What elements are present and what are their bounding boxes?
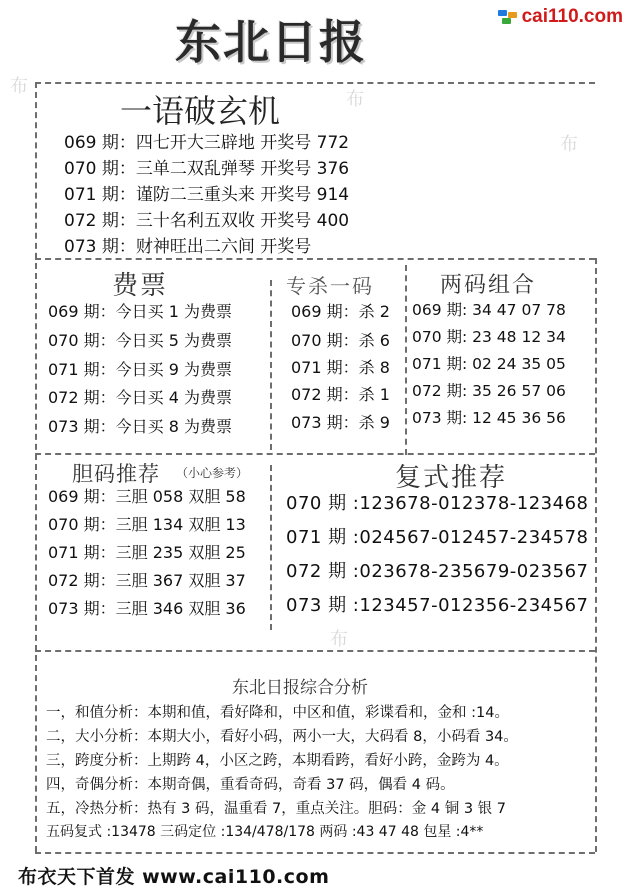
divider	[35, 82, 37, 852]
kill-one-row: 070 期：杀 6	[291, 331, 390, 350]
compound-row: 072 期 :023678-235679-023567	[286, 561, 589, 582]
divider	[35, 453, 595, 455]
compound-row: 073 期 :123457-012356-234567	[286, 595, 589, 616]
analysis-row: 三，跨度分析：上期跨 4，小区之跨，本期看跨，看好小跨，金跨为 4。	[46, 753, 509, 769]
free-ticket-row: 071 期：今日买 9 为费票	[48, 360, 232, 379]
analysis-title: 东北日报综合分析	[232, 678, 368, 698]
kill-one-row: 071 期：杀 8	[291, 358, 390, 377]
compound-row: 071 期 :024567-012457-234578	[286, 527, 589, 548]
free-ticket-row: 073 期：今日买 8 为费票	[48, 417, 232, 436]
divider	[35, 650, 595, 652]
logo-icon	[498, 10, 518, 24]
two-code-row: 069 期: 34 47 07 78	[412, 301, 566, 319]
site-logo[interactable]	[498, 6, 623, 28]
dan-code-row: 070 期：三胆 134 双胆 13	[48, 515, 246, 534]
dan-code-row: 073 期：三胆 346 双胆 36	[48, 599, 246, 618]
analysis-row: 二，大小分析：本期大小，看好小码，两小一大，大码看 8，小码看 34。	[46, 729, 518, 745]
analysis-row: 五码复式 :13478 三码定位 :134/478/178 两码 :43 47 48 包星 :4**	[46, 824, 484, 840]
kill-one-row: 073 期：杀 9	[291, 413, 390, 432]
dan-code-row: 069 期：三胆 058 双胆 58	[48, 487, 246, 506]
divider	[35, 82, 595, 84]
divider	[270, 465, 272, 630]
watermark-text: 布	[346, 89, 364, 110]
riddle-row: 072 期：三十名利五双收 开奖号 400	[64, 211, 350, 231]
kill-one-row: 069 期：杀 2	[291, 302, 390, 321]
divider	[595, 258, 597, 852]
two-code-row: 072 期: 35 26 57 06	[412, 382, 566, 400]
kill-one-row: 072 期：杀 1	[291, 385, 390, 404]
compound-row: 070 期 :123678-012378-123468	[286, 493, 589, 514]
divider	[35, 852, 595, 854]
divider	[35, 258, 595, 260]
free-ticket-row: 069 期：今日买 1 为费票	[48, 302, 232, 321]
two-code-row: 071 期: 02 24 35 05	[412, 355, 566, 373]
analysis-row: 一，和值分析：本期和值，看好降和，中区和值，彩谍看和，金和 :14。	[46, 705, 509, 721]
riddle-row: 073 期：财神旺出二六间 开奖号	[64, 237, 312, 257]
analysis-row: 五，冷热分析：热有 3 码，温重看 7，重点关注。胆码：金 4 铜 3 银 7	[46, 801, 506, 817]
analysis-row: 四，奇偶分析：本期奇偶，重看奇码，奇看 37 码，偶看 4 码。	[46, 777, 455, 793]
dan-code-row: 072 期：三胆 367 双胆 37	[48, 571, 246, 590]
free-ticket-row: 072 期：今日买 4 为费票	[48, 388, 232, 407]
divider	[405, 265, 407, 455]
two-code-row: 070 期: 23 48 12 34	[412, 328, 566, 346]
riddle-title: 一语破玄机	[120, 92, 281, 130]
riddle-row: 071 期：谨防二三重头来 开奖号 914	[64, 185, 350, 205]
dan-code-note: （小心参考）	[176, 466, 249, 480]
divider	[270, 280, 272, 450]
watermark-text: 布	[330, 629, 348, 650]
watermark-text: 布	[560, 134, 578, 155]
riddle-row: 069 期：四七开大三辟地 开奖号 772	[64, 133, 350, 153]
kill-one-title: 专杀一码	[286, 274, 374, 298]
masthead-title: 东北日报	[175, 15, 367, 69]
dan-code-title: 胆码推荐	[72, 462, 160, 486]
free-ticket-title: 费票	[112, 271, 169, 301]
two-code-row: 073 期: 12 45 36 56	[412, 409, 566, 427]
logo-text: cai110.com	[521, 6, 623, 27]
footer-text: 布衣天下首发 www.cai110.com	[18, 866, 330, 888]
free-ticket-row: 070 期：今日买 5 为费票	[48, 331, 232, 350]
riddle-row: 070 期：三单二双乱弹琴 开奖号 376	[64, 159, 350, 179]
dan-code-row: 071 期：三胆 235 双胆 25	[48, 543, 246, 562]
compound-title: 复式推荐	[395, 463, 508, 493]
two-code-title: 两码组合	[440, 273, 537, 298]
watermark-text: 布	[10, 76, 28, 97]
